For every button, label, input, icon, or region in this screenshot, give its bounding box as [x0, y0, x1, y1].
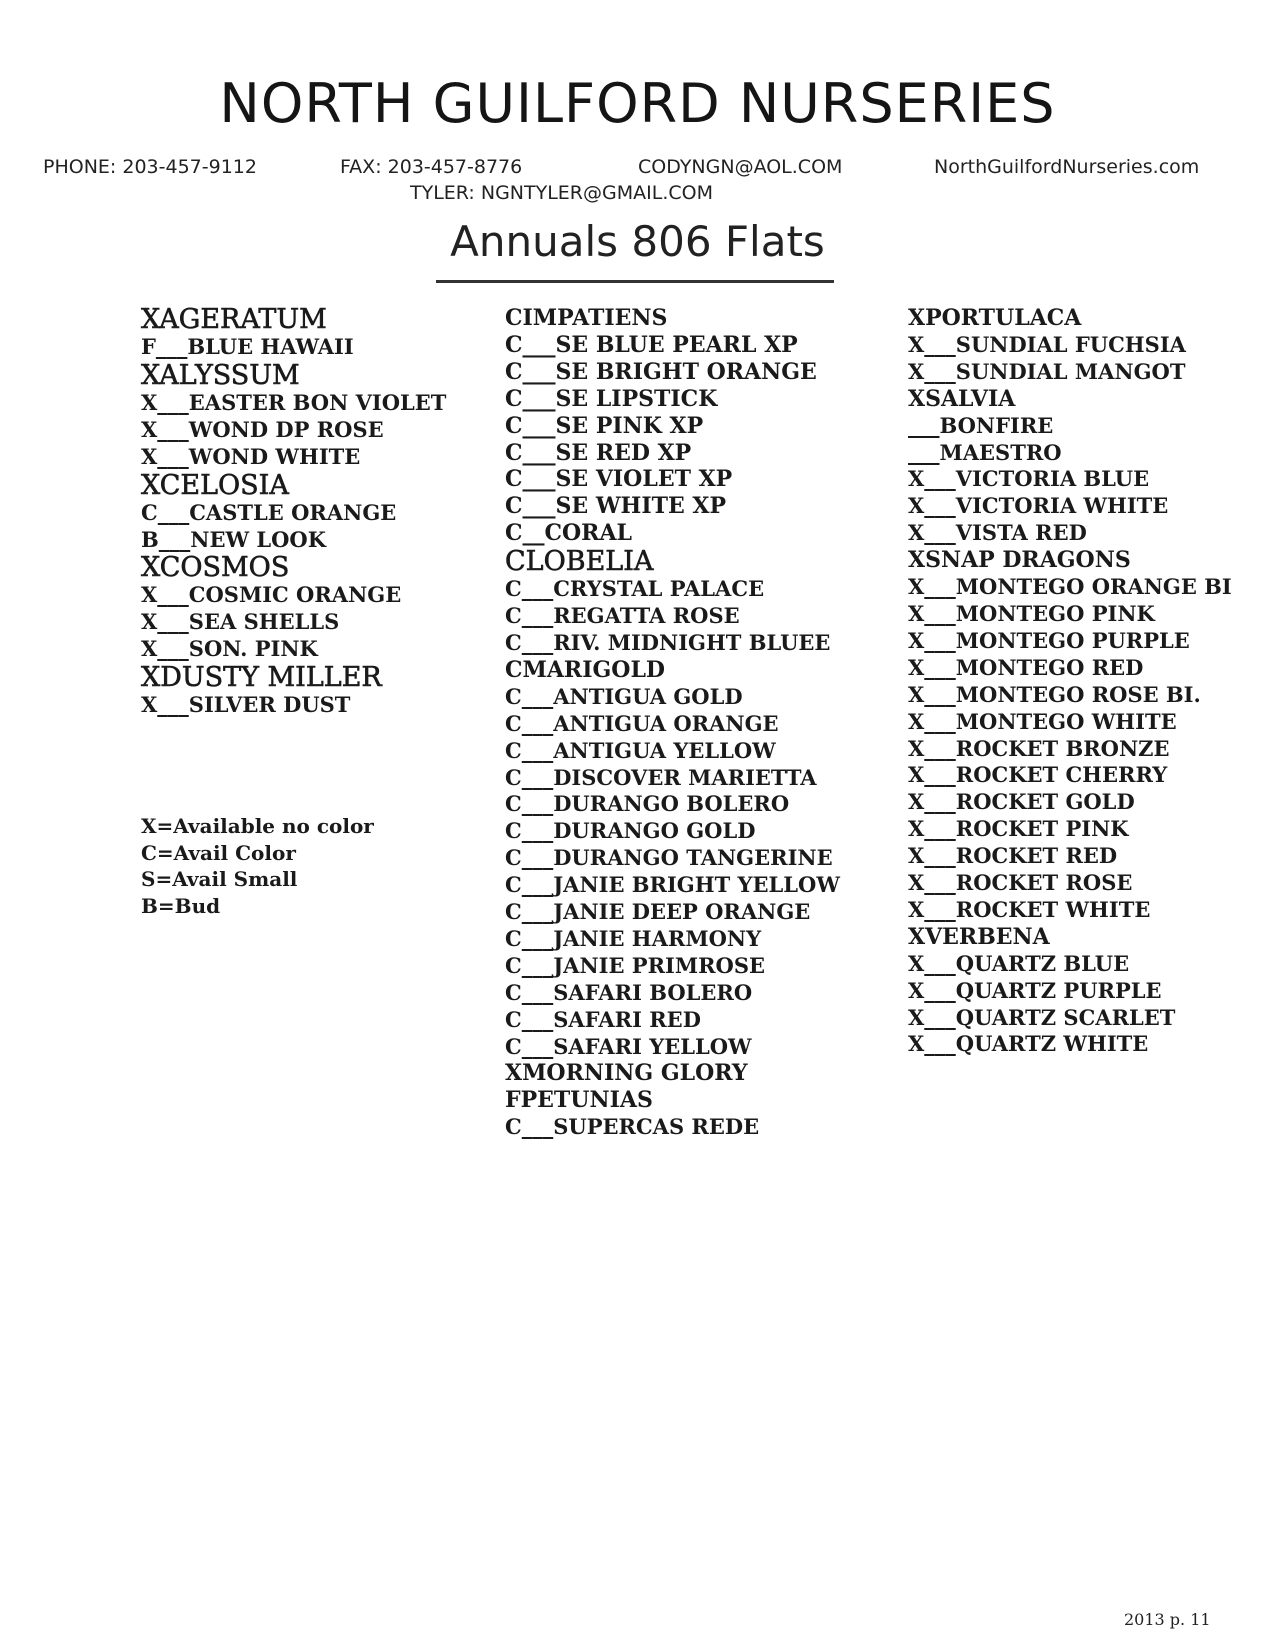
page-footer: 2013 p. 11: [1124, 1610, 1211, 1629]
plant-variety: C___SE RED XP: [505, 439, 692, 466]
plant-variety: C___JANIE DEEP ORANGE: [505, 899, 811, 925]
plant-category: FPETUNIAS: [505, 1087, 653, 1114]
plant-variety: C___DURANGO GOLD: [505, 818, 756, 844]
plant-variety: C___REGATTA ROSE: [505, 603, 740, 629]
plant-variety: C___SE BRIGHT ORANGE: [505, 358, 817, 385]
plant-variety: C___SE WHITE XP: [505, 493, 727, 520]
plant-variety: C___SE BLUE PEARL XP: [505, 331, 798, 358]
plant-variety: C___ANTIGUA YELLOW: [505, 737, 776, 763]
plant-variety: X___QUARTZ PURPLE: [908, 977, 1162, 1003]
plant-variety: X___MONTEGO ORANGE BI: [908, 574, 1232, 600]
plant-variety: X___MONTEGO PURPLE: [908, 627, 1190, 653]
plant-variety: C___SE PINK XP: [505, 412, 704, 439]
plant-list-column-2: [505, 305, 840, 1141]
plant-variety: ___BONFIRE: [908, 412, 1054, 438]
plant-variety: X___ROCKET ROSE: [908, 870, 1133, 896]
plant-variety: X___SON. PINK: [141, 636, 318, 662]
plant-variety: C___SAFARI RED: [505, 1006, 701, 1032]
title-underline: [436, 280, 834, 283]
plant-category: CLOBELIA: [505, 546, 654, 578]
plant-variety: C__CORAL: [505, 520, 633, 547]
plant-category: XVERBENA: [908, 923, 1050, 950]
plant-variety: C___ANTIGUA GOLD: [505, 683, 743, 709]
plant-category: XSALVIA: [908, 385, 1016, 412]
plant-category: XAGERATUM: [141, 304, 327, 335]
plant-category: XPORTULACA: [908, 305, 1082, 331]
plant-category: XMORNING GLORY: [505, 1060, 748, 1087]
plant-variety: C___JANIE HARMONY: [505, 925, 762, 951]
legend-item: B=Bud: [141, 893, 221, 918]
plant-category: CMARIGOLD: [505, 656, 666, 683]
plant-variety: X___WOND DP ROSE: [141, 416, 384, 442]
legend-item: S=Avail Small: [141, 867, 298, 891]
plant-variety: X___ROCKET GOLD: [908, 789, 1135, 815]
page-title: NORTH GUILFORD NURSERIES: [219, 72, 1056, 135]
email-address: CODYNGN@AOL.COM: [638, 156, 843, 178]
availability-legend: [141, 813, 374, 919]
plant-variety: X___MONTEGO RED: [908, 654, 1144, 680]
plant-variety: C___JANIE PRIMROSE: [505, 952, 766, 978]
plant-variety: X___MONTEGO WHITE: [908, 708, 1177, 734]
plant-variety: B___NEW LOOK: [141, 526, 326, 552]
plant-variety: X___QUARTZ SCARLET: [908, 1004, 1176, 1030]
legend-item: X=Available no color: [141, 814, 374, 838]
plant-list-column-3: [908, 305, 1232, 1058]
plant-variety: X___MONTEGO PINK: [908, 600, 1155, 626]
website-url: NorthGuilfordNurseries.com: [934, 156, 1200, 178]
plant-variety: C___DURANGO TANGERINE: [505, 845, 833, 871]
plant-variety: C___CRYSTAL PALACE: [505, 576, 765, 602]
tyler-email: TYLER: NGNTYLER@GMAIL.COM: [410, 182, 713, 204]
plant-variety: C___DURANGO BOLERO: [505, 791, 790, 817]
fax-number: FAX: 203-457-8776: [340, 156, 523, 178]
plant-category: CIMPATIENS: [505, 305, 668, 331]
plant-variety: X___ROCKET WHITE: [908, 896, 1151, 922]
plant-variety: F___BLUE HAWAII: [141, 334, 354, 359]
plant-variety: X___MONTEGO ROSE BI.: [908, 681, 1201, 707]
plant-variety: X___SEA SHELLS: [141, 609, 340, 635]
plant-variety: C___DISCOVER MARIETTA: [505, 764, 817, 790]
plant-variety: C___SUPERCAS REDE: [505, 1114, 760, 1140]
plant-variety: C___SE LIPSTICK: [505, 385, 718, 412]
plant-variety: X___VICTORIA BLUE: [908, 466, 1150, 492]
plant-category: XDUSTY MILLER: [141, 662, 382, 694]
phone-number: PHONE: 203-457-9112: [43, 156, 257, 178]
plant-variety: X___COSMIC ORANGE: [141, 582, 402, 608]
plant-variety: X___VICTORIA WHITE: [908, 493, 1169, 519]
plant-variety: C___JANIE BRIGHT YELLOW: [505, 872, 840, 898]
plant-variety: X___EASTER BON VIOLET: [141, 389, 447, 415]
section-title: Annuals 806 Flats: [450, 217, 825, 266]
plant-variety: C___SAFARI BOLERO: [505, 979, 753, 1005]
plant-variety: C___CASTLE ORANGE: [141, 499, 397, 525]
plant-category: XSNAP DRAGONS: [908, 547, 1131, 574]
plant-variety: C___RIV. MIDNIGHT BLUEE: [505, 629, 831, 655]
plant-category: XALYSSUM: [141, 359, 300, 391]
plant-variety: X___VISTA RED: [908, 520, 1087, 546]
plant-variety: X___ROCKET PINK: [908, 816, 1129, 842]
plant-variety: C___SE VIOLET XP: [505, 466, 733, 493]
plant-variety: X___ROCKET CHERRY: [908, 762, 1168, 788]
plant-variety: C___ANTIGUA ORANGE: [505, 710, 779, 736]
plant-variety: ___MAESTRO: [908, 439, 1062, 465]
legend-item: C=Avail Color: [141, 840, 296, 865]
plant-variety: X___SUNDIAL MANGOT: [908, 358, 1186, 384]
plant-variety: X___QUARTZ BLUE: [908, 950, 1130, 976]
plant-variety: C___SAFARI YELLOW: [505, 1033, 752, 1059]
plant-variety: X___WOND WHITE: [141, 443, 361, 469]
plant-list-column-1: [141, 305, 446, 719]
plant-category: XCELOSIA: [141, 469, 289, 501]
plant-variety: X___SILVER DUST: [141, 692, 351, 718]
plant-variety: X___SUNDIAL FUCHSIA: [908, 331, 1186, 357]
plant-category: XCOSMOS: [141, 552, 290, 584]
plant-variety: X___ROCKET RED: [908, 843, 1118, 869]
plant-variety: X___QUARTZ WHITE: [908, 1031, 1149, 1057]
plant-variety: X___ROCKET BRONZE: [908, 735, 1170, 761]
